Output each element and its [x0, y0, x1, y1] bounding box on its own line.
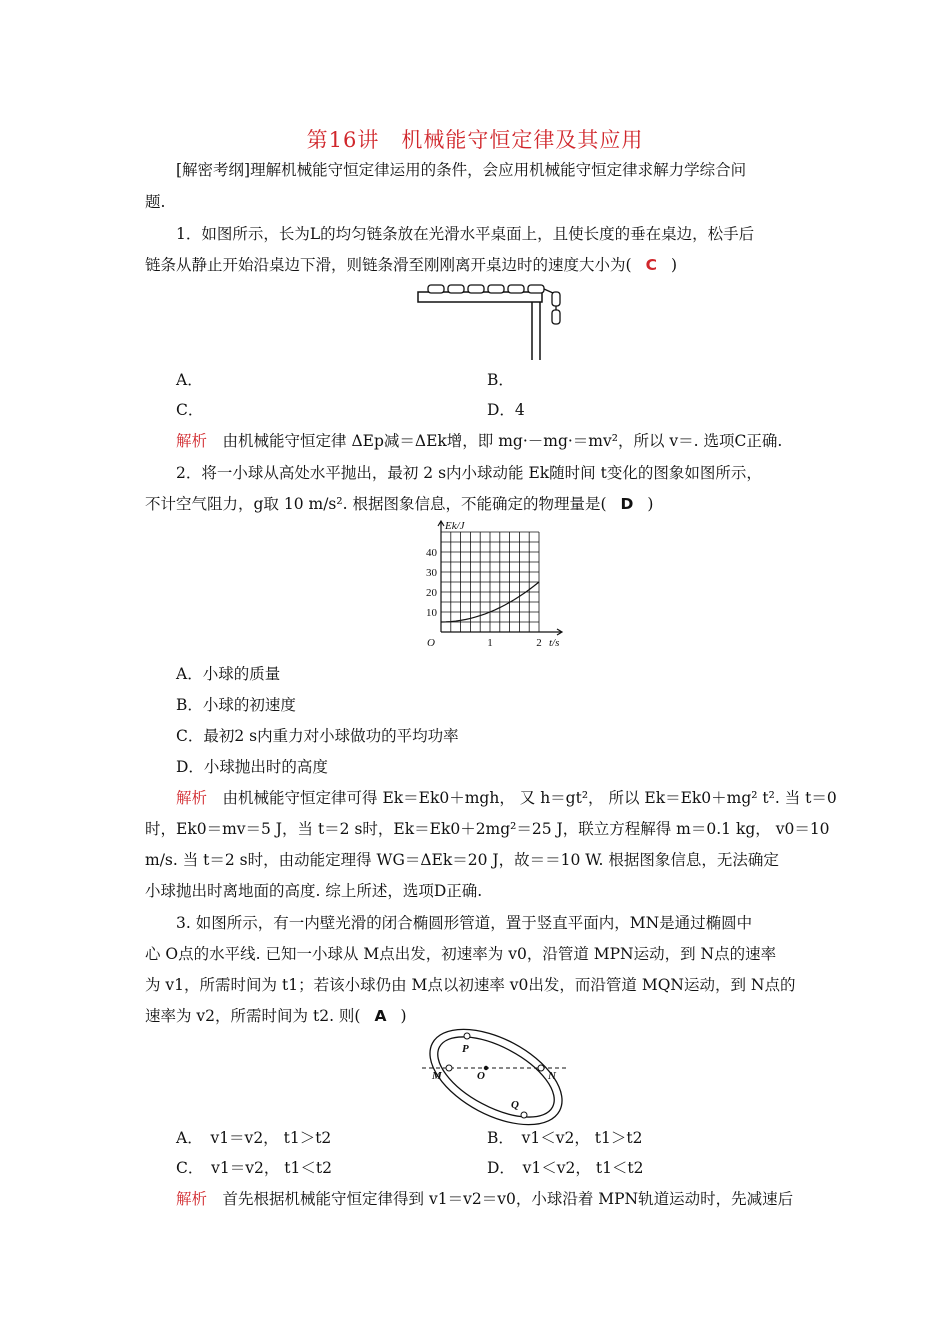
solution-text: 由机械能守恒定律可得 Ek＝Ek0＋mgh， 又 h＝gt²， 所以 Ek＝Ek0＋mg² t². 当 t＝0: [222, 789, 837, 807]
y-tick-label: 30: [426, 567, 437, 579]
q1-option-b: B．: [487, 371, 514, 389]
ball-q: [521, 1112, 527, 1118]
x-tick-label: 1: [487, 637, 493, 649]
q1-solution: [176, 431, 838, 451]
q2-text: 2．将一小球从高处水平抛出，最初 2 s内小球动能 Ek随时间 t变化的图象如图所示，: [176, 464, 762, 482]
solution-label: 解析: [176, 432, 208, 450]
q3-answer: A: [374, 1007, 387, 1025]
q2-option-a: A．小球的质量: [176, 665, 281, 683]
q1-option-d: D．4: [487, 401, 525, 419]
q1-text-part: ): [670, 256, 678, 274]
q2-solution-line: 时，Ek0＝mv＝5 J，当 t＝2 s时，Ek＝Ek0＋2mg²＝25 J，联立方程解得 m＝0.1 kg， v0＝10: [145, 820, 830, 838]
q1-text: [145, 255, 807, 275]
q2-answer: D: [620, 495, 634, 513]
label-q: Q: [511, 1099, 519, 1111]
x-axis-label: t/s: [549, 637, 560, 649]
q1-text-part: 链条从静止开始沿桌边下滑，则链条滑至刚刚离开桌边时的速度大小为(: [145, 256, 632, 274]
intro-line: 题.: [145, 193, 166, 211]
ek-time-chart: [415, 518, 575, 658]
q2-solution-line: m/s. 当 t＝2 s时，由动能定理得 WG＝ΔEk＝20 J，故＝＝10 W. 根据图象信息，无法确定: [145, 851, 779, 869]
origin-label: O: [427, 637, 435, 649]
q3-solution: [176, 1189, 838, 1209]
q3-text: 为 v1，所需时间为 t1；若该小球仍由 M点以初速率 v0出发，而沿管道 MQN运动，到 N点的: [145, 976, 796, 994]
chain-table-figure: [412, 278, 572, 362]
q3-text: 心 O点的水平线. 已知一小球从 M点出发，初速率为 v0，沿管道 MPN运动，到 N点的速率: [145, 945, 777, 963]
y-tick-label: 20: [426, 587, 437, 599]
q3-text: 3. 如图所示，有一内壁光滑的闭合椭圆形管道，置于竖直平面内，MN是通过椭圆中: [176, 914, 753, 932]
label-n: N: [548, 1070, 556, 1082]
q2-option-c: C．最初2 s内重力对小球做功的平均功率: [176, 727, 459, 745]
ellipse-tube-figure: [420, 1028, 570, 1126]
q1-answer: C: [645, 256, 657, 274]
page-title: 第16讲 机械能守恒定律及其应用: [306, 128, 644, 152]
q3-text-part: ): [400, 1007, 407, 1025]
y-tick-label: 10: [426, 607, 437, 619]
q2-option-b: B．小球的初速度: [176, 696, 296, 714]
ball-p: [464, 1033, 470, 1039]
solution-label: 解析: [176, 789, 208, 807]
ball-m: [446, 1065, 452, 1071]
intro-line: [解密考纲]理解机械能守恒定律运用的条件，会应用机械能守恒定律求解力学综合问: [176, 161, 747, 179]
label-o: O: [477, 1070, 485, 1082]
q2-solution-line: 小球抛出时离地面的高度. 综上所述，选项D正确.: [145, 882, 483, 900]
q2-solution: [176, 788, 838, 808]
label-m: M: [432, 1070, 442, 1082]
y-axis-label: Ek/J: [445, 520, 465, 532]
q2-text: [145, 494, 807, 514]
ball-n: [538, 1065, 544, 1071]
q3-text: [145, 1006, 807, 1026]
solution-label: 解析: [176, 1190, 208, 1208]
q3-option-a: A． v1＝v2， t1＞t2: [176, 1129, 332, 1147]
q1-option-c: C．: [176, 401, 204, 419]
q2-text-part: 不计空气阻力，g取 10 m/s². 根据图象信息，不能确定的物理量是(: [145, 495, 607, 513]
label-p: P: [462, 1043, 469, 1055]
y-tick-label: 40: [426, 547, 437, 559]
solution-text: 由机械能守恒定律 ΔEp减＝ΔEk增，即 mg·－mg·＝mv²，所以 v＝. 选项C正确.: [222, 432, 783, 450]
x-tick-label: 2: [536, 637, 542, 649]
q2-text-part: ): [647, 495, 654, 513]
q1-option-a: A．: [176, 371, 203, 389]
q3-text-part: 速率为 v2，所需时间为 t2. 则(: [145, 1007, 361, 1025]
q3-option-c: C． v1＝v2， t1＜t2: [176, 1159, 332, 1177]
q3-option-b: B． v1＜v2， t1＞t2: [487, 1129, 643, 1147]
q2-option-d: D．小球抛出时的高度: [176, 758, 328, 776]
solution-text: 首先根据机械能守恒定律得到 v1＝v2＝v0，小球沿着 MPN轨道运动时，先减速后: [222, 1190, 794, 1208]
q3-option-d: D． v1＜v2， t1＜t2: [487, 1159, 644, 1177]
q1-text: 1．如图所示，长为L的均匀链条放在光滑水平桌面上，且使长度的垂在桌边，松手后: [176, 225, 755, 243]
